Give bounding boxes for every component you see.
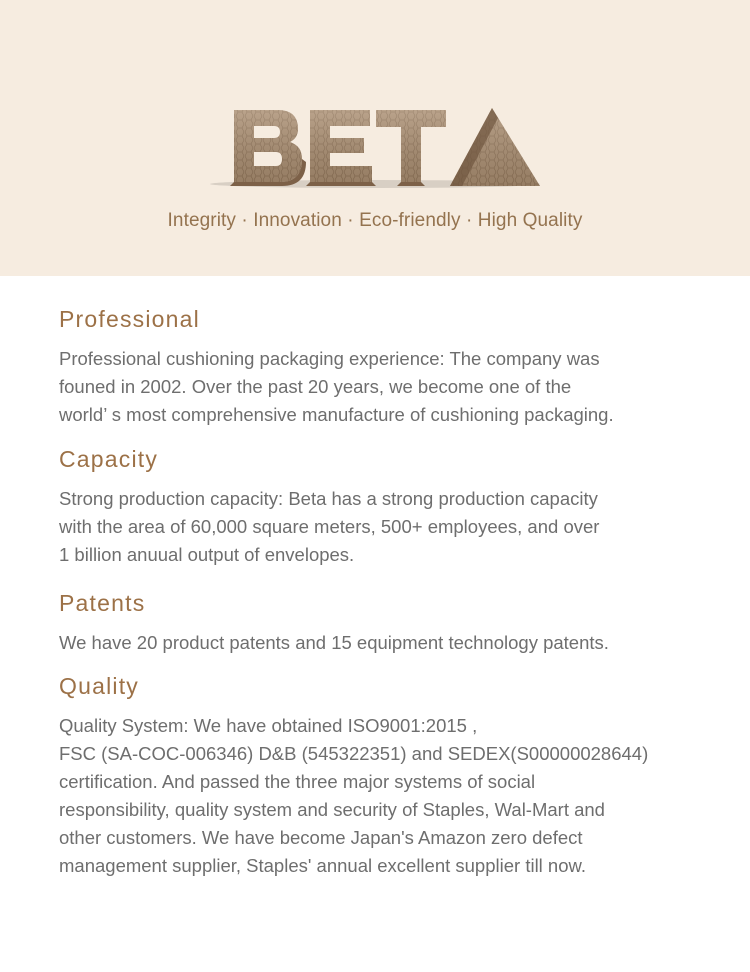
- section-title: Capacity: [59, 446, 159, 472]
- section-capacity: [59, 446, 599, 569]
- tagline: Integrity · Innovation · Eco-friendly · High Quality: [167, 210, 583, 231]
- logo-letter-t: [376, 110, 446, 186]
- section-title: Professional: [59, 306, 200, 332]
- beta-logo: [200, 96, 550, 196]
- logo-letter-a: [450, 108, 540, 186]
- logo-letter-b: [230, 110, 306, 186]
- section-body: Quality System: We have obtained ISO9001:2015 , FSC (SA-COC-006346) D&B (545322351) and SEDEX(S00000028644) certification. And passed the three major systems of social responsibility, quality system and security of Staples, Wal-Mart and other customers. We have become Japan's Amazon zero defect management supplier, Staples' annual excellent supplier till now.: [59, 715, 649, 876]
- section-body: Strong production capacity: Beta has a strong production capacity with the area of 60,000 square meters, 500+ employees, and over 1 billion anuual output of envelopes.: [59, 488, 600, 565]
- section-quality: [59, 673, 648, 880]
- section-patents: [59, 590, 609, 657]
- hero-banner: [0, 0, 750, 276]
- section-title: Quality: [59, 673, 139, 699]
- section-title: Patents: [59, 590, 146, 616]
- section-professional: [59, 306, 614, 429]
- section-body: We have 20 product patents and 15 equipment technology patents.: [59, 632, 609, 653]
- logo-letter-e: [306, 110, 376, 186]
- section-body: Professional cushioning packaging experience: The company was founed in 2002. Over the past 20 years, we become one of the world’ s most comprehensive manufacture of cushioning packaging.: [59, 348, 614, 425]
